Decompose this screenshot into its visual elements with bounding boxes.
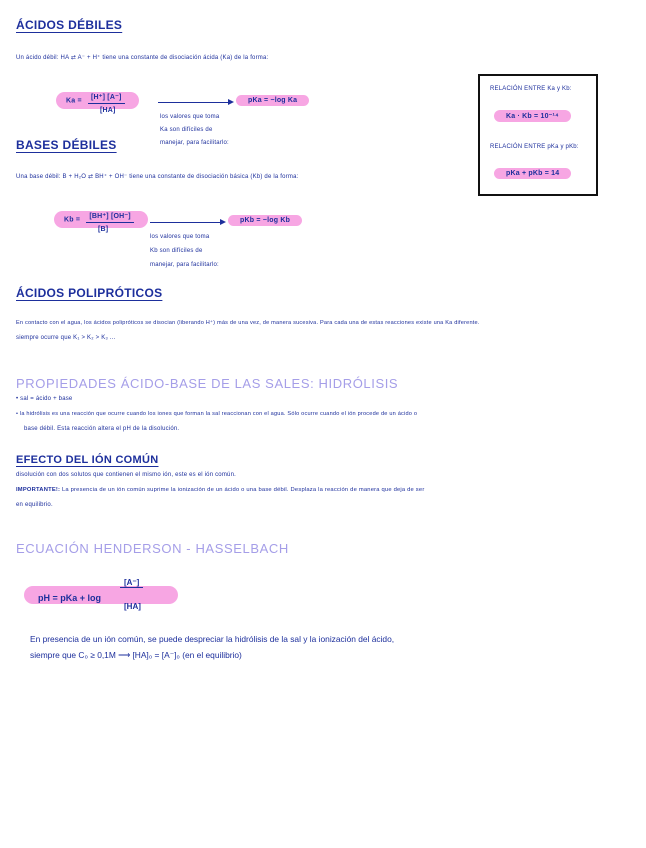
- henderson-line-1: En presencia de un ión común, se puede despreciar la hidrólisis de la sal y la ionización del ácido,: [30, 634, 395, 644]
- weak-bases-title: BASES DÉBILES: [16, 138, 117, 152]
- common-ion-title: EFECTO DEL IÓN COMÚN: [16, 454, 159, 466]
- kb-numerator: [BH⁺] [OH⁻]: [86, 212, 133, 223]
- polyprotic-title: ÁCIDOS POLIPRÓTICOS: [16, 286, 163, 300]
- pkb-formula: pKb = −log Kb: [228, 215, 302, 226]
- ka-arrow: [158, 102, 228, 103]
- weak-bases-intro: Una base débil: B + H₂O ⇄ BH⁺ + OH⁻ tiene una constante de disociación básica (Kb) de la forma:: [16, 174, 299, 180]
- relation-eq-2: pKa + pKb = 14: [494, 168, 571, 179]
- salts-bullet-2-cont: base débil. Esta reacción altera el pH de la disolución.: [24, 426, 180, 432]
- ka-arrow-head: [228, 99, 234, 105]
- kb-arrow: [150, 222, 220, 223]
- kb-arrow-head: [220, 219, 226, 225]
- polyprotic-line-2: siempre ocurre que K₁ > K₂ > K₃ ...: [16, 335, 116, 341]
- kb-note-1: los valores que toma: [150, 234, 210, 240]
- ka-note-1: los valores que toma: [160, 114, 220, 120]
- kb-lhs: Kb =: [64, 216, 81, 224]
- ka-note-2: Ka son difíciles de: [160, 127, 213, 133]
- common-ion-line-1: disolución con dos solutos que contienen el mismo ión, este es el ión común.: [16, 472, 236, 478]
- ka-formula: [56, 92, 139, 109]
- polyprotic-line-1: En contacto con el agua, los ácidos polipróticos se disocian (liberando H⁺) más de una vez, de manera sucesiva. Para cada una de estas reacciones existe una Ka diferente.: [16, 320, 480, 326]
- henderson-title: ECUACIÓN HENDERSON - HASSELBACH: [16, 541, 289, 556]
- kb-note-2: Kb son difíciles de: [150, 248, 203, 254]
- common-ion-line-3: en equilibrio.: [16, 502, 53, 508]
- henderson-numerator: [A⁻]: [120, 578, 143, 588]
- common-ion-important-text: La presencia de un ión común suprime la ionización de un ácido o una base débil. Desplaza la reacción de manera que deja de ser: [61, 487, 425, 493]
- ka-denominator: [HA]: [100, 107, 116, 114]
- ka-numerator: [H⁺] [A⁻]: [88, 93, 125, 104]
- weak-acids-intro: Un ácido débil: HA ⇄ A⁻ + H⁺ tiene una constante de disociación ácida (Ka) de la forma:: [16, 55, 269, 61]
- common-ion-important-label: IMPORTANTE!:: [16, 487, 61, 493]
- relation-title-1: RELACIÓN ENTRE Ka y Kb:: [490, 86, 572, 92]
- kb-note-3: manejar, para facilitarlo:: [150, 262, 219, 268]
- henderson-formula-pill: [24, 586, 178, 604]
- salts-bullet-2: • la hidrólisis es una reacción que ocurre cuando los iones que forman la sal reaccionan con el agua. Sólo ocurre cuando el ión procede de un ácido o: [16, 411, 418, 417]
- ka-note-3: manejar, para facilitarlo:: [160, 140, 229, 146]
- salts-title: PROPIEDADES ÁCIDO-BASE DE LAS SALES: HIDRÓLISIS: [16, 376, 399, 391]
- henderson-line-2: siempre que C₀ ≥ 0,1M ⟶ [HA]₀ = [A⁻]₀ (en el equilibrio): [30, 650, 242, 660]
- relation-eq-1: Ka · Kb = 10⁻¹⁴: [494, 110, 571, 122]
- relation-title-2: RELACIÓN ENTRE pKa y pKb:: [490, 144, 579, 150]
- weak-acids-title: ÁCIDOS DÉBILES: [16, 18, 123, 32]
- pka-formula: pKa = −log Ka: [236, 95, 309, 106]
- common-ion-line-2: [16, 487, 424, 493]
- ka-lhs: Ka =: [66, 97, 82, 105]
- kb-denominator: [B]: [98, 226, 109, 233]
- relation-box: [478, 74, 598, 196]
- henderson-lhs: pH = pKa + log: [38, 593, 102, 603]
- henderson-denominator: [HA]: [124, 602, 141, 611]
- salts-bullet-1: • sal = ácido + base: [16, 396, 73, 402]
